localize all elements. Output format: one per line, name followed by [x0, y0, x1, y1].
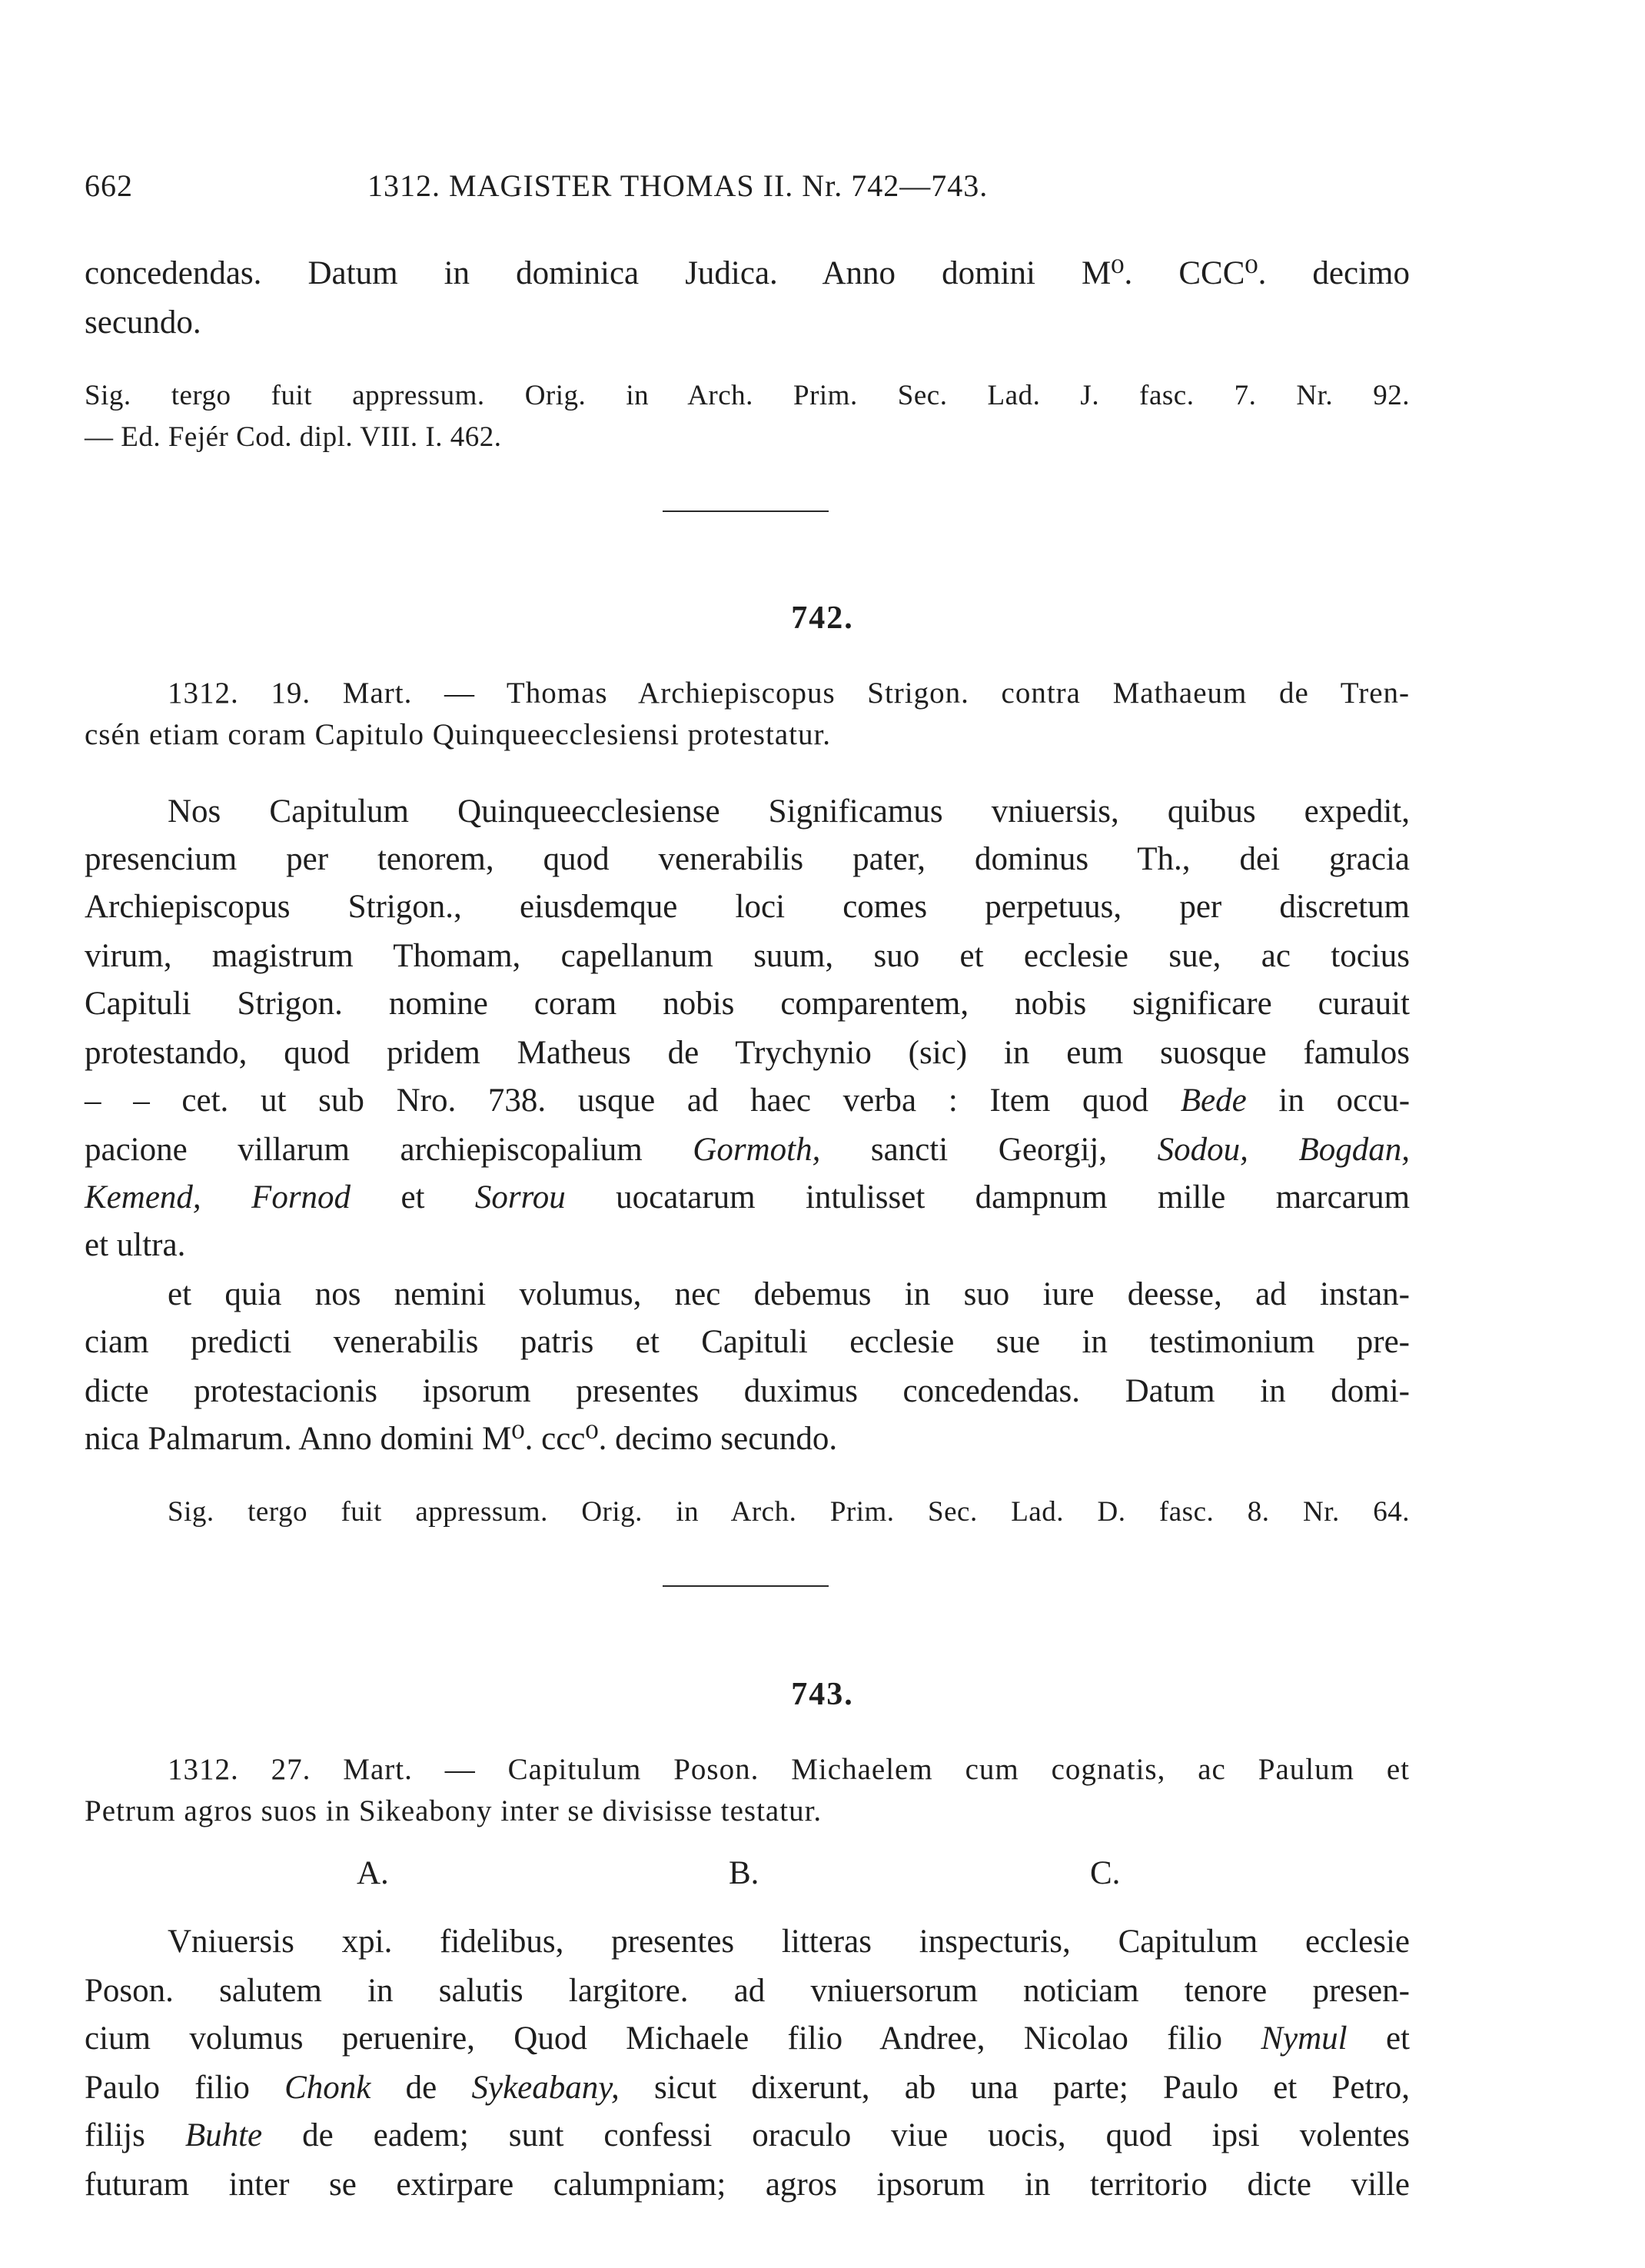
- doc-742-body-line-12: ciam predicti venerabilis patris et Capituli ecclesie sue in testimonium pre-: [85, 1324, 1410, 1360]
- doc-742-body-line-13: dicte protestacionis ipsorum presentes duximus concedendas. Datum in domi-: [85, 1373, 1410, 1409]
- doc-742-number: 742.: [791, 600, 854, 636]
- running-header: [85, 168, 1410, 208]
- place-sodou: Sodou,: [1157, 1132, 1248, 1168]
- running-title: 1312. MAGISTER THOMAS II. Nr. 742—743.: [367, 168, 989, 203]
- doc-742-body-line-11: et quia nos nemini volumus, nec debemus in suo iure deesse, ad instan-: [168, 1276, 1410, 1312]
- doc-743-body-line-5: filijs Buhte de eadem; sunt confessi oraculo viue uocis, quod ipsi volentes: [85, 2117, 1411, 2153]
- doc-743-number: 743.: [791, 1677, 854, 1712]
- doc-743-body-line-2: Poson. salutem in salutis largitore. ad vniuersorum noticiam tenore presen-: [85, 1973, 1410, 2009]
- doc-742-summary-line-1: 1312. 19. Mart. — Thomas Archiepiscopus Strigon. contra Mathaeum de Tren-: [168, 677, 1410, 710]
- doc-742-body-line-3: Archiepiscopus Strigon., eiusdemque loci comes perpetuus, per discretum: [85, 889, 1410, 925]
- doc-743-body-line-1: Vniuersis xpi. fidelibus, presentes litteras inspecturis, Capitulum ecclesie: [168, 1924, 1410, 1960]
- doc-742-body-line-2: presencium per tenorem, quod venerabilis pater, dominus Th., dei gracia: [85, 841, 1410, 877]
- doc-743-body-line-4: Paulo filio Chonk de Sykeabany, sicut dixerunt, ab una parte; Paulo et Petro,: [85, 2070, 1411, 2106]
- page-number: 662: [85, 168, 133, 203]
- doc-742-body-line-6: protestando, quod pridem Matheus de Trychynio (sic) in eum suosque famulos: [85, 1035, 1410, 1071]
- version-label-b: B.: [729, 1855, 759, 1891]
- doc-742-body-line-1: Nos Capitulum Quinqueecclesiense Significamus vniuersis, quibus expedit,: [168, 793, 1410, 830]
- place-bogdan: Bogdan,: [1298, 1132, 1410, 1168]
- doc-743-summary-line-2: Petrum agros suos in Sikeabony inter se divisisse testatur.: [85, 1794, 822, 1827]
- doc-743-body-line-6: futuram inter se extirpare calumpniam; agros ipsorum in territorio dicte ville: [85, 2167, 1410, 2203]
- prev-doc-note-line-1: Sig. tergo fuit appressum. Orig. in Arch. Prim. Sec. Lad. J. fasc. 7. Nr. 92.: [85, 380, 1410, 411]
- version-label-c: C.: [1090, 1855, 1121, 1891]
- version-label-a: A.: [357, 1855, 389, 1891]
- doc-742-body-line-5: Capituli Strigon. nomine coram nobis comparentem, nobis significare curauit: [85, 986, 1410, 1022]
- doc-742-body-line-9: Kemend, Fornod et Sorrou uocatarum intulisset dampnum mille marcarum: [85, 1179, 1411, 1215]
- name-nymul: Nymul: [1261, 2020, 1348, 2057]
- doc-742-body-line-10: et ultra.: [85, 1227, 186, 1263]
- place-kemend: Kemend,: [85, 1179, 201, 1215]
- doc-742-summary-line-2: csén etiam coram Capitulo Quinqueecclesiensi protestatur.: [85, 718, 832, 751]
- doc-742-body-line-7: – – cet. ut sub Nro. 738. usque ad haec verba : Item quod Bede in occu-: [85, 1082, 1411, 1119]
- doc-742-body-line-8: pacione villarum archiepiscopalium Gormoth, sancti Georgij, Sodou, Bogdan,: [85, 1132, 1410, 1168]
- place-fornod: Fornod: [251, 1179, 351, 1215]
- doc-742-source-note: Sig. tergo fuit appressum. Orig. in Arch. Prim. Sec. Lad. D. fasc. 8. Nr. 64.: [168, 1496, 1410, 1528]
- doc-743-summary-line-1: 1312. 27. Mart. — Capitulum Poson. Michaelem cum cognatis, ac Paulum et: [168, 1753, 1410, 1786]
- place-sykeabany: Sykeabany,: [471, 2070, 620, 2106]
- section-divider-rule: [663, 510, 829, 512]
- name-bede: Bede: [1180, 1082, 1247, 1119]
- prev-doc-line-1: concedendas. Datum in dominica Judica. Anno domini M⁰. CCC⁰. decimo: [85, 255, 1410, 291]
- place-gormoth: Gormoth,: [693, 1132, 821, 1168]
- name-buhte: Buhte: [184, 2117, 263, 2153]
- section-divider-rule: [663, 1585, 829, 1587]
- prev-doc-line-2: secundo.: [85, 304, 201, 341]
- name-chonk: Chonk: [284, 2070, 371, 2106]
- prev-doc-note-line-2: — Ed. Fejér Cod. dipl. VIII. I. 462.: [85, 421, 502, 453]
- doc-742-body-line-4: virum, magistrum Thomam, capellanum suum, suo et ecclesie sue, ac tocius: [85, 938, 1410, 974]
- doc-742-body-line-14: nica Palmarum. Anno domini M⁰. ccc⁰. decimo secundo.: [85, 1421, 838, 1457]
- doc-743-body-line-3: cium volumus peruenire, Quod Michaele filio Andree, Nicolao filio Nymul et: [85, 2020, 1410, 2057]
- place-sorrou: Sorrou: [474, 1179, 566, 1215]
